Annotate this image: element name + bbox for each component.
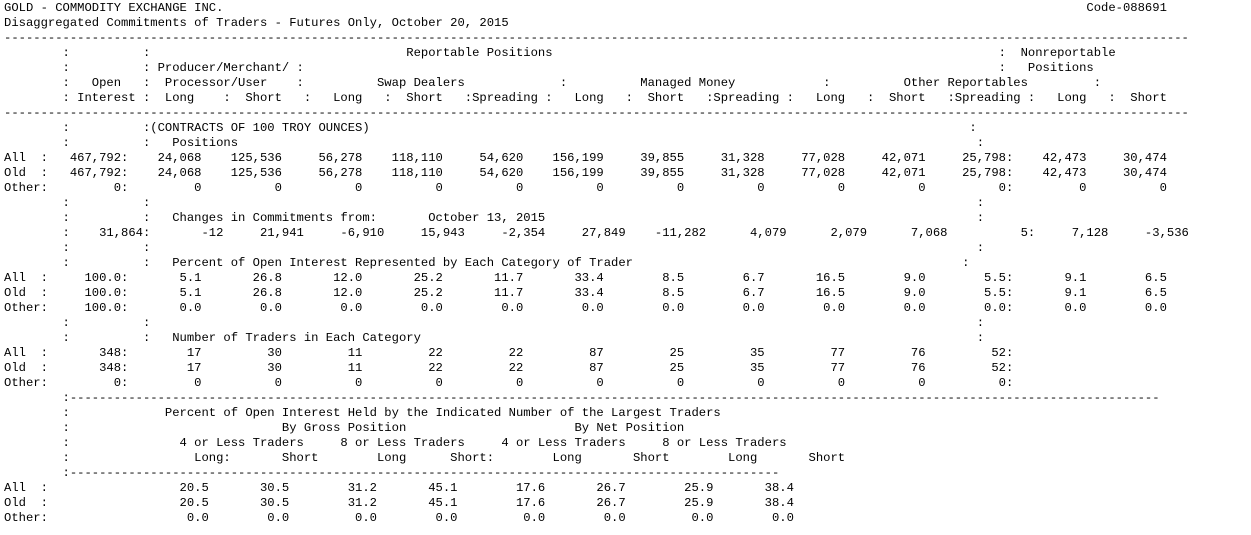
report-line: :------------------------------------------------------------------------------------------------- bbox=[4, 466, 780, 480]
report-line: : : Reportable Positions : Nonreportable bbox=[4, 46, 1116, 60]
report-line: All : 467,792: 24,068 125,536 56,278 118,110 54,620 156,199 39,855 31,328 77,028 42,071 25,798: 42,473 30,474 bbox=[4, 151, 1167, 165]
report-line: ------------------------------------------------------------------------------------------------------------------------------------------------------------------ bbox=[4, 106, 1189, 120]
report-line: : 31,864: -12 21,941 -6,910 15,943 -2,354 27,849 -11,282 4,079 2,079 7,068 5: 7,128 -3,536 bbox=[4, 226, 1189, 240]
report-line: Other: 0: 0 0 0 0 0 0 0 0 0 0 0: 0 0 bbox=[4, 181, 1167, 195]
report-line: Old : 348: 17 30 11 22 22 87 25 35 77 76 52: bbox=[4, 361, 1014, 375]
report-line: : :(CONTRACTS OF 100 TROY OUNCES) : bbox=[4, 121, 977, 135]
report-line: Old : 467,792: 24,068 125,536 56,278 118,110 54,620 156,199 39,855 31,328 77,028 42,071 25,798: 42,473 30,474 bbox=[4, 166, 1167, 180]
report-line: All : 348: 17 30 11 22 22 87 25 35 77 76 52: bbox=[4, 346, 1014, 360]
report-line: Old : 20.5 30.5 31.2 45.1 17.6 26.7 25.9 38.4 bbox=[4, 496, 794, 510]
report-line: : 4 or Less Traders 8 or Less Traders 4 or Less Traders 8 or Less Traders bbox=[4, 436, 787, 450]
report-line: : Percent of Open Interest Held by the Indicated Number of the Largest Traders bbox=[4, 406, 721, 420]
report-line: ------------------------------------------------------------------------------------------------------------------------------------------------------------------ bbox=[4, 31, 1189, 45]
report-line: :----------------------------------------------------------------------------------------------------------------------------------------------------- bbox=[4, 391, 1160, 405]
report-line: Other: 100.0: 0.0 0.0 0.0 0.0 0.0 0.0 0.0 0.0 0.0 0.0 0.0: 0.0 0.0 bbox=[4, 301, 1167, 315]
report-line: : : : bbox=[4, 196, 985, 210]
report-line: Other: 0.0 0.0 0.0 0.0 0.0 0.0 0.0 0.0 bbox=[4, 511, 794, 525]
report-line: : : Percent of Open Interest Represented by Each Category of Trader : bbox=[4, 256, 970, 270]
report-line: : : Changes in Commitments from: October 13, 2015 : bbox=[4, 211, 985, 225]
report-line: Old : 100.0: 5.1 26.8 12.0 25.2 11.7 33.4 8.5 6.7 16.5 9.0 5.5: 9.1 6.5 bbox=[4, 286, 1167, 300]
report-line: GOLD - COMMODITY EXCHANGE INC. Code-088691 bbox=[4, 1, 1167, 15]
report-line: All : 100.0: 5.1 26.8 12.0 25.2 11.7 33.4 8.5 6.7 16.5 9.0 5.5: 9.1 6.5 bbox=[4, 271, 1167, 285]
report-line: Disaggregated Commitments of Traders - Futures Only, October 20, 2015 bbox=[4, 16, 509, 30]
report-line: : Long: Short Long Short: Long Short Long Short bbox=[4, 451, 846, 465]
report-line: : : Number of Traders in Each Category : bbox=[4, 331, 985, 345]
report-line: : Open : Processor/User : Swap Dealers : Managed Money : Other Reportables : bbox=[4, 76, 1102, 90]
report-line: : : Positions : bbox=[4, 136, 985, 150]
report-line: All : 20.5 30.5 31.2 45.1 17.6 26.7 25.9 38.4 bbox=[4, 481, 794, 495]
report-line: : By Gross Position By Net Position bbox=[4, 421, 685, 435]
report-line: : Interest : Long : Short : Long : Short :Spreading : Long : Short :Spreading : Long : Short :Spreading : Long : Short bbox=[4, 91, 1167, 105]
report-line: : : : bbox=[4, 241, 985, 255]
report-line: Other: 0: 0 0 0 0 0 0 0 0 0 0 0: bbox=[4, 376, 1014, 390]
report-line: : : Producer/Merchant/ : : Positions bbox=[4, 61, 1094, 75]
report-line: : : : bbox=[4, 316, 985, 330]
